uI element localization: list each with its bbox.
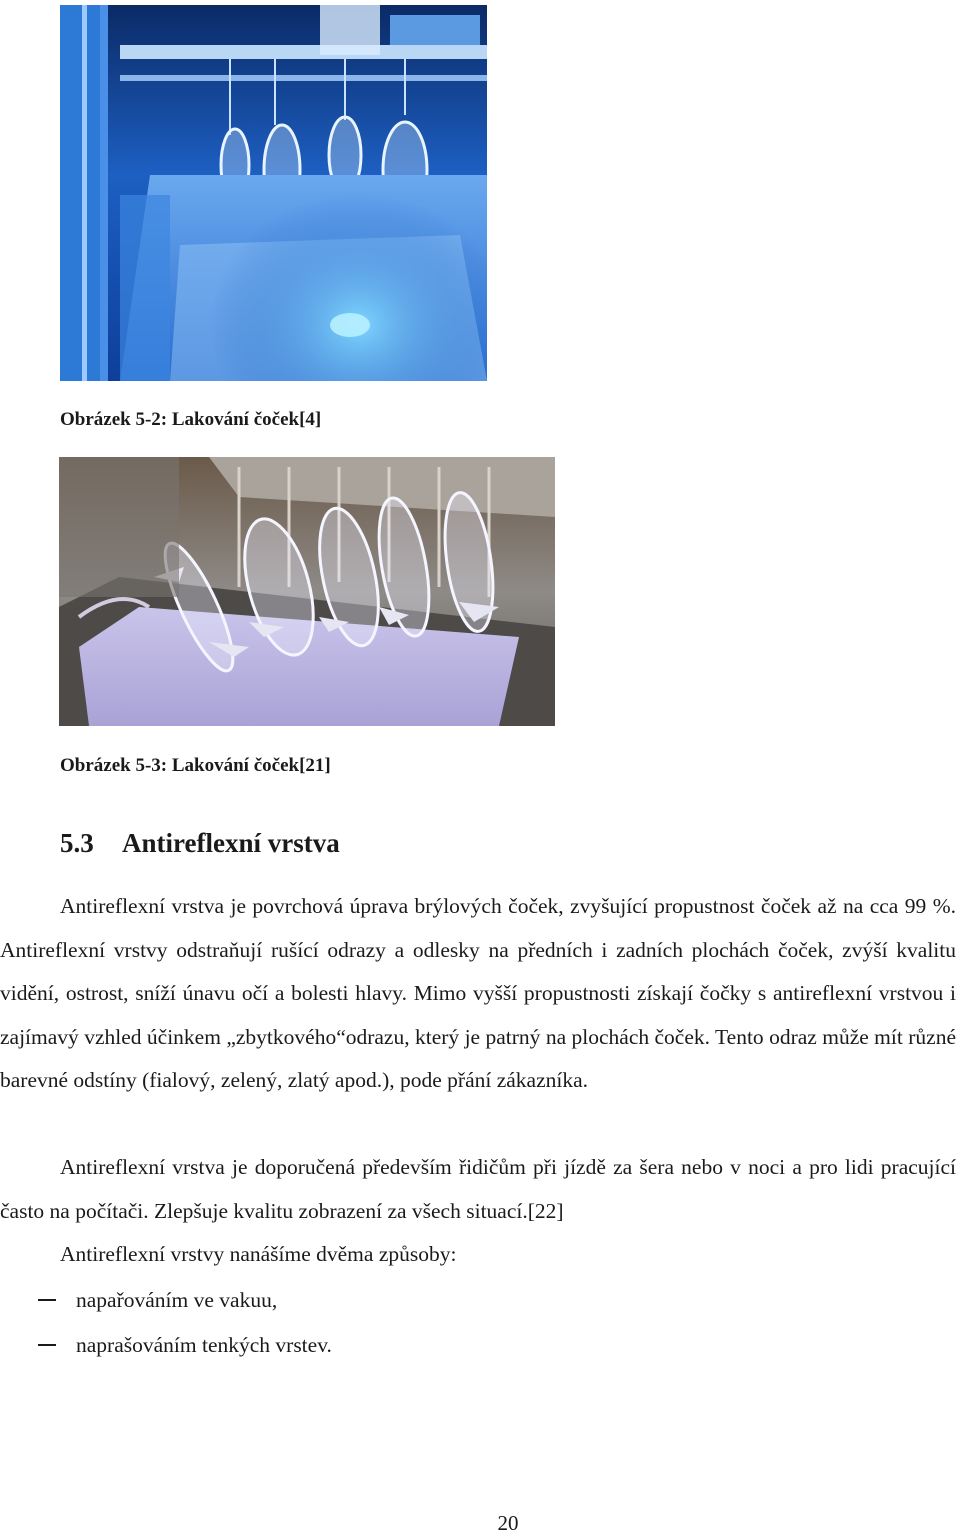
dash-bullet-icon (38, 1299, 56, 1301)
list-item (0, 1324, 332, 1368)
figure-5-3-caption: Obrázek 5-3: Lakování čoček[21] (60, 755, 331, 776)
paragraph-text: Antireflexní vrstvy nanášíme dvěma způsoby: (60, 1242, 457, 1266)
section-title: Antireflexní vrstva (122, 828, 340, 858)
list-item-text: napařováním ve vakuu, (76, 1288, 278, 1312)
figure-5-2-caption: Obrázek 5-2: Lakování čoček[4] (60, 409, 322, 430)
paragraph-1 (0, 885, 956, 1103)
figure-5-2-photo (60, 5, 487, 381)
section-heading (60, 828, 340, 859)
list-item (0, 1279, 277, 1323)
dash-bullet-icon (38, 1344, 56, 1346)
figure-5-3-photo (59, 457, 555, 726)
paragraph-3 (0, 1233, 956, 1277)
section-number: 5.3 (60, 828, 94, 858)
paragraph-2 (0, 1146, 956, 1233)
paragraph-text: Antireflexní vrstva je povrchová úprava brýlových čoček, zvyšující propustnost čoček až na cca 99 %. Antireflexní vrstvy odstraňují rušící odrazy a odlesky na předních i zadních plochách čoček, zvýší kvalitu vidění, ostrost, sníží únavu očí a bolesti hlavy. Mimo vyšší propustnosti získají čočky s antireflexní vrstvou i zajímavý vzhled účinkem „zbytkového“odrazu, který je patrný na plochách čoček. Tento odraz může mít různé barevné odstíny (fialový, zelený, zlatý apod.), pode přání zákazníka. (0, 894, 956, 1092)
paragraph-text: Antireflexní vrstva je doporučená především řidičům při jízdě za šera nebo v noci a pro lidi pracující často na počítači. Zlepšuje kvalitu zobrazení za všech situací.[22] (0, 1155, 956, 1223)
list-item-text: naprašováním tenkých vrstev. (76, 1333, 332, 1357)
page-number: 20 (497, 1511, 519, 1535)
